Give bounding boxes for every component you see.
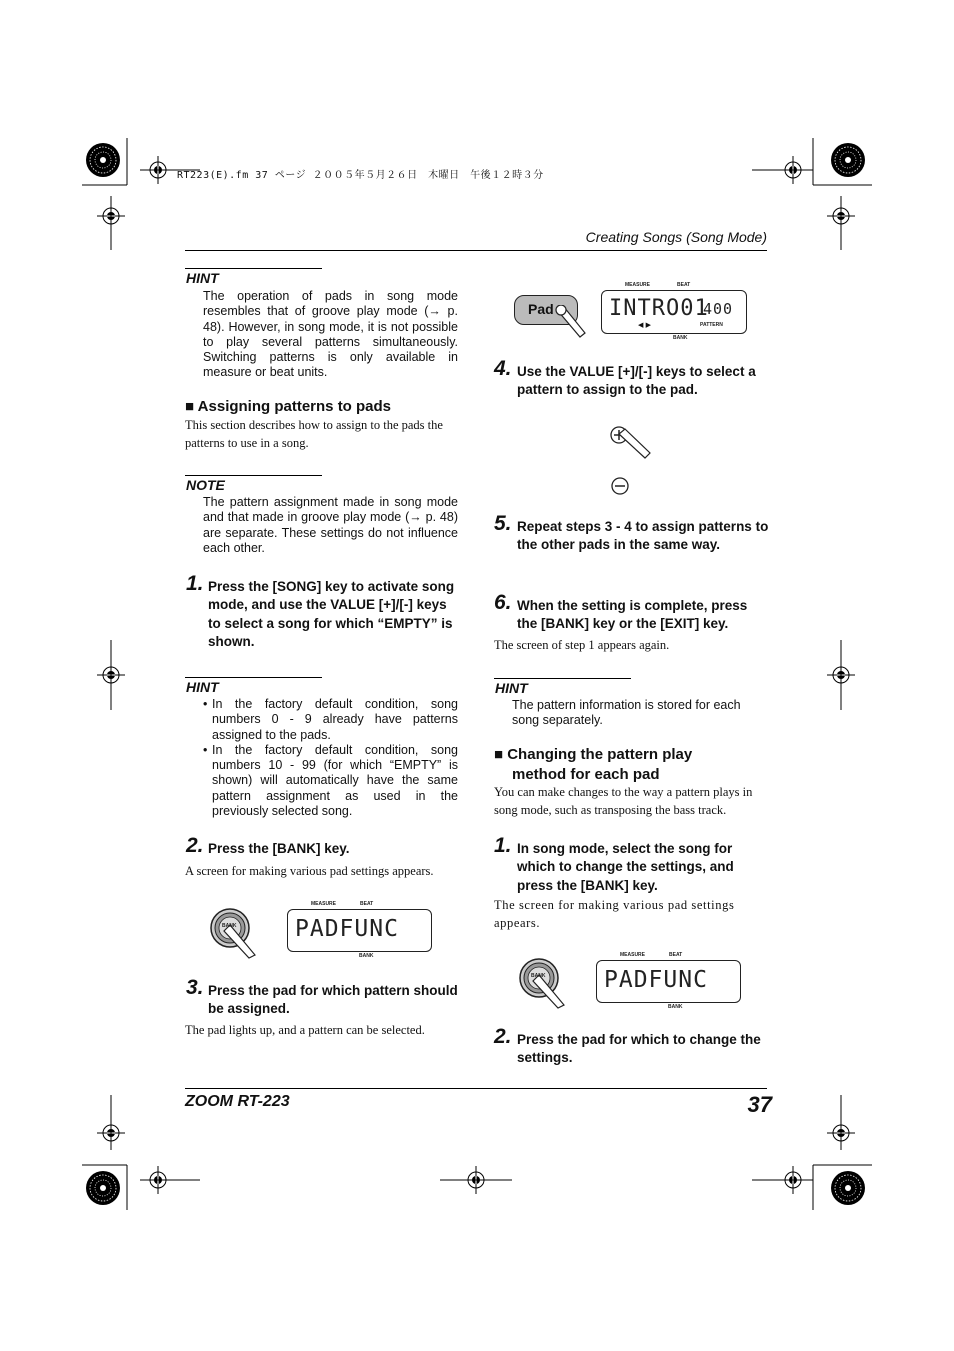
lcd-bank-label: BANK [673, 335, 688, 341]
step-number: 4. [494, 357, 512, 380]
bank-button-illustration [514, 953, 574, 1009]
section-heading: ■ Assigning patterns to pads [185, 398, 392, 415]
bank-button-label: BANK [222, 923, 237, 929]
section-intro: This section describes how to assign to the pads the patterns to use in a song. [185, 418, 443, 450]
pad-button-label: Pad [528, 301, 554, 317]
lcd-number: 400 [703, 300, 734, 318]
arrow-left-right-icon: ◀ ▶ [638, 321, 651, 329]
note-label: NOTE [186, 477, 225, 493]
list-item: • In the factory default condition, song numbers 0 - 9 already have patterns assigned to the pads. [203, 697, 458, 742]
pad-button-illustration [514, 295, 584, 345]
step-number: 2. [186, 834, 204, 857]
lcd-beat-label: BEAT [669, 952, 683, 958]
bank-button-illustration [205, 903, 265, 959]
step-text: Repeat steps 3 - 4 to assign patterns to the other pads in the same way. [517, 519, 769, 553]
hint-text: The pattern information is stored for each song separately. [512, 698, 741, 728]
hint-label: HINT [495, 680, 528, 696]
hint-rule [185, 268, 322, 269]
lcd-pattern-label: PATTERN [700, 322, 723, 328]
lcd-screen [601, 290, 747, 334]
lcd-display [287, 900, 433, 960]
step-description: A screen for making various pad settings appears. [185, 864, 434, 878]
hint-rule [185, 677, 322, 678]
lcd-beat-label: BEAT [360, 901, 374, 907]
lcd-beat-label: BEAT [677, 282, 691, 288]
lcd-screen [287, 909, 432, 952]
section-intro: You can make changes to the way a pattern plays in song mode, such as transposing the bass track. [494, 785, 753, 817]
bank-button-label: BANK [531, 973, 546, 979]
lcd-measure-label: MEASURE [311, 901, 337, 907]
footer-rule [185, 1088, 767, 1089]
lcd-screen [596, 960, 741, 1003]
step-text: In song mode, select the song for which to change the settings, and press the [BANK] key. [517, 841, 734, 893]
step-text: Use the VALUE [+]/[-] keys to select a pattern to assign to the pad. [517, 364, 756, 398]
lcd-measure-label: MEASURE [625, 282, 651, 288]
lcd-bank-label: BANK [359, 953, 374, 959]
running-title: Creating Songs (Song Mode) [585, 229, 767, 245]
printer-slug: RT223(E).fm 37 ページ ２００５年５月２６日 木曜日 午後１２時３分 [177, 170, 544, 181]
hint-label: HINT [186, 270, 219, 286]
step-text: Press the [BANK] key. [208, 841, 350, 856]
hint-rule [494, 678, 631, 679]
lcd-display-intro [601, 281, 749, 341]
list-item: • In the factory default condition, song numbers 10 - 99 (for which “EMPTY” is shown) will automatically have the same pattern assignment as used in the previously selected song. [203, 742, 458, 819]
step-text: Press the pad for which to change the settings. [517, 1032, 761, 1066]
step-text: Press the pad for which pattern should be assigned. [208, 983, 458, 1017]
page-number: 37 [747, 1092, 772, 1117]
section-heading-line2: method for each pad [512, 766, 660, 783]
note-text: The pattern assignment made in song mode and that made in groove play mode (→ p. 48) are separate. These settings do not influence each other. [203, 495, 458, 555]
step-text: Press the [SONG] key to activate song mode, and use the VALUE [+]/[-] keys to select a song for which “EMPTY” is shown. [208, 579, 455, 649]
hint-bullets [203, 697, 458, 819]
footer-model: ZOOM RT-223 [185, 1093, 290, 1110]
lcd-text: PADFUNC [604, 967, 708, 993]
step-number: 6. [494, 591, 512, 614]
value-keys-illustration [605, 422, 655, 498]
hint-text: The operation of pads in song mode resembles that of groove play mode (→ p. 48). However, in song mode, it is not possible to play several patterns simultaneously. Switching patterns is only available in measure or beat units. [203, 289, 458, 380]
step-description: The pad lights up, and a pattern can be selected. [185, 1023, 425, 1037]
step-number: 1. [186, 572, 204, 595]
lcd-text: INTRO01 [609, 296, 709, 321]
step-number: 1. [494, 834, 512, 857]
section-heading: ■ Changing the pattern play [494, 746, 693, 763]
step-number: 3. [186, 976, 204, 999]
step-text: When the setting is complete, press the [BANK] key or the [EXIT] key. [517, 598, 748, 632]
lcd-bank-label: BANK [668, 1004, 683, 1010]
note-rule [185, 475, 322, 476]
lcd-measure-label: MEASURE [620, 952, 646, 958]
header-rule [185, 250, 767, 251]
step-description: The screen of step 1 appears again. [494, 638, 670, 652]
step-number: 2. [494, 1025, 512, 1048]
hint-label: HINT [186, 679, 219, 695]
lcd-text: PADFUNC [295, 916, 399, 942]
step-description: The screen for making various pad settings appears. [494, 898, 735, 930]
finger-icon [554, 305, 586, 339]
step-number: 5. [494, 512, 512, 535]
lcd-display [596, 951, 742, 1011]
